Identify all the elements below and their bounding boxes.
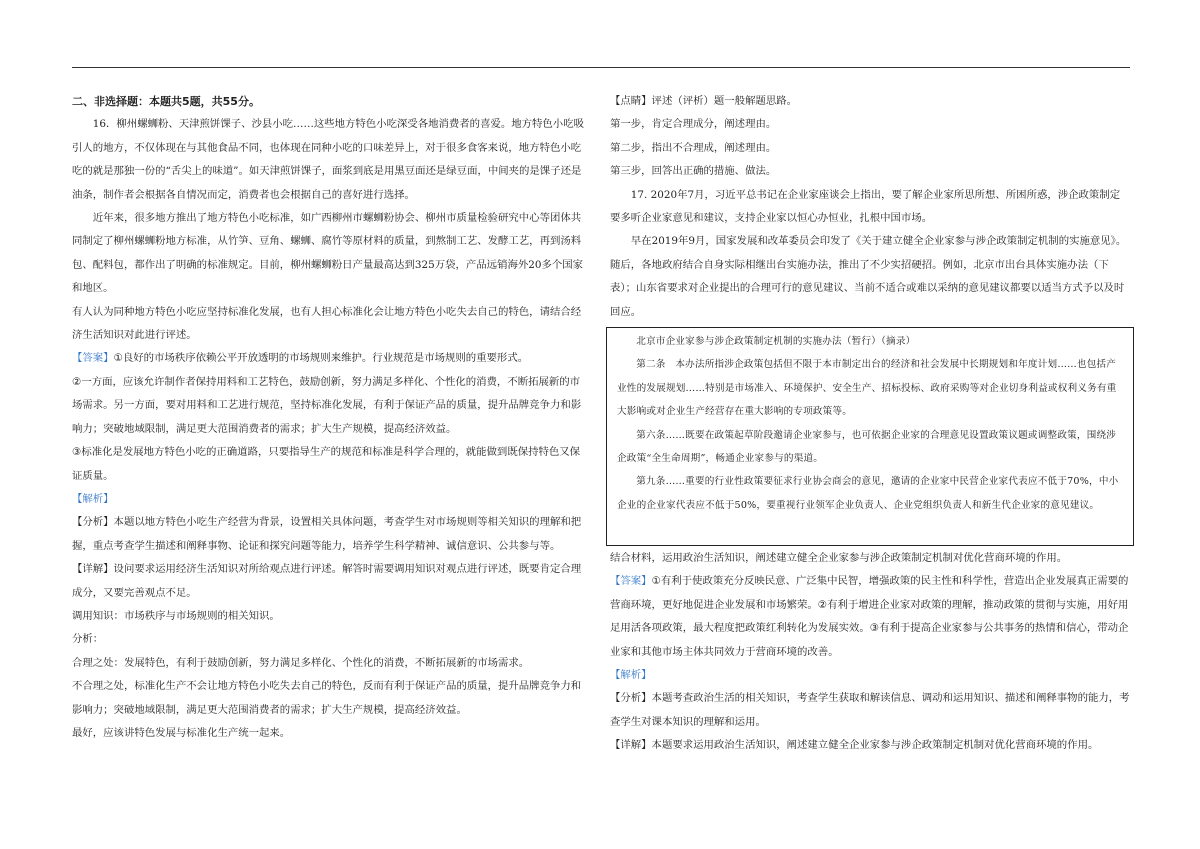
q16-answer-text-1: ①良好的市场秩序依赖公平开放透明的市场规则来维护。行业规范是市场规则的重要形式。 [113,352,529,365]
header-rule [72,67,1130,68]
q16-answer-3: ③标准化是发展地方特色小吃的正确道路，只要指导生产的规范和标准是科学合理的，就能做到既保持特色又保证质量。 [72,446,581,482]
box-article-9: 第九条……重要的行业性政策要征求行业协会商会的意见，邀请的企业家中民营企业家代表应不低于70%，中小企业的企业家代表应不低于50%，要重视行业领军企业负责人、企业党组织负责人和新生代企业家的意见建议。 [617,476,1119,511]
tips-4: 第三步，回答出正确的措施、做法。 [610,165,777,178]
q16-detail-1: 【详解】设问要求运用经济生活知识对所给观点进行评述。解答时需要调用知识对观点进行评述，既要肯定合理成分，又要完善观点不足。 [72,563,582,599]
q17-answer-text: ①有利于使政策充分反映民意、广泛集中民智，增强政策的民主性和科学性，营造出企业发展真正需要的营商环境，更好地促进企业发展和市场繁荣。②有利于增进企业家对政策的理解，推动政策的贯彻与实施，用好用足用活各项政策，最大程度把政策红利转化为发展实效。③有利于提高企业家参与公共事务的热情和信心，带动企业家和其他市场主体共同效力于营商环境的改善。 [610,575,1129,658]
box-title: 北京市企业家参与涉企政策制定机制的实施办法（暂行）（摘录） [636,336,916,347]
q17-material-1: 17. 2020年7月，习近平总书记在企业家座谈会上指出，要了解企业家所思所想、所困所惑，涉企政策制定要多听企业家意见和建议，支持企业家以恒心办恒业，扎根中国市场。 [610,188,1121,225]
q16-analysis: 【分析】本题以地方特色小吃生产经营为背景，设置相关具体问题，考查学生对市场规则等相关知识的理解和把握，重点考查学生描述和阐释事物、论证和探究问题等能力，培养学生科学精神、诚信意识、公共参与等。 [72,516,582,552]
tips-2: 第一步，肯定合理成分，阐述理由。 [610,118,777,131]
section-title: 二、非选择题：本题共5题，共55分。 [72,95,260,108]
q17-detail: 【详解】本题要求运用政治生活知识，阐述建立健全企业家参与涉企政策制定机制对优化营商环境的作用。 [610,739,1099,752]
q17-after-box [610,547,1130,758]
q17-analysis-tag: 【解析】 [610,669,652,682]
policy-excerpt-box [606,327,1134,546]
answer-tag: 【答案】 [72,352,114,365]
answer-tag: 【答案】 [610,575,652,588]
q17-material-2: 早在2019年9月，国家发展和改革委员会印发了《关于建立健全企业家参与涉企政策制定机制的实施意见》。随后，各地政府结合自身实际相继出台实施办法，推出了不少实招硬招。例如，北京市出台具体实施办法（下表）；山东省要求对企业提出的合理可行的意见建议、当前不适合或难以采纳的意见建议都要以适当方式予以及时回应。 [610,235,1127,318]
q16-answer-1 [72,347,590,370]
q16-material-2: 近年来，很多地方推出了地方特色小吃标准，如广西柳州市螺蛳粉协会、柳州市质量检验研究中心等团体共同制定了柳州螺蛳粉地方标准，从竹笋、豆角、螺蛳、腐竹等原材料的质量，到熬制工艺、发酵工艺，再到汤料包、配料包，都作出了明确的标准规定。目前，柳州螺蛳粉日产量最高达到325万袋，产品远销海外20多个国家和地区。 [72,212,584,295]
right-column [610,90,1130,324]
q16-detail-3: 分析： [72,633,104,646]
tips-1: 【点睛】评述（评析）题一般解题思路。 [610,95,798,107]
box-article-2: 第二条 本办法所指涉企政策包括但不限于本市制定出台的经济和社会发展中长期规划和年度计划……也包括产业性的发展规划……特别是市场准入、环境保护、安全生产、招标投标、政府采购等对企业切身利益或权利义务有重大影响或对企业生产经营存在重大影响的专项政策等。 [617,359,1117,418]
tips-3: 第二步，指出不合理成，阐述理由。 [610,141,777,154]
q16-detail-6: 最好，应该讲特色发展与标准化生产统一起来。 [72,726,291,739]
q16-material-1: 16．柳州螺蛳粉、天津煎饼馃子、沙县小吃……这些地方特色小吃深受各地消费者的喜爱。地方特色小吃吸引人的地方，不仅体现在与其他食品不同，也体现在同种小吃的口味差异上，对于很多食客来说，地方特色小吃吃的就是那独一份的“舌尖上的味道”。如天津煎饼馃子，面浆到底是用黑豆面还是绿豆面，中间夹的是馃子还是油条，制作者会根据各自情况而定，消费者也会根据自己的喜好进行选择。 [72,118,584,201]
q17-question: 结合材料，运用政治生活知识，阐述建立健全企业家参与涉企政策制定机制对优化营商环境的作用。 [610,552,1068,564]
q16-analysis-tag: 【解析】 [72,492,114,505]
q17-answer [610,570,1130,664]
q16-answer-2: ②一方面，应该允许制作者保持用料和工艺特色，鼓励创新，努力满足多样化、个性化的消费，不断拓展新的市场需求。另一方面，要对用料和工艺进行规范，坚持标准化发展，有利于保证产品的质量，提升品牌竞争力和影响力；突破地域限制，满足更大范围消费者的需求；扩大生产规模，提高经济效益。 [72,375,582,435]
left-column [72,90,590,745]
q17-analysis: 【分析】本题考查政治生活的相关知识，考查学生获取和解读信息、调动和运用知识、描述和阐释事物的能力，考查学生对课本知识的理解和运用。 [610,692,1130,728]
box-article-6: 第六条……既要在政策起草阶段邀请企业家参与，也可依据企业家的合理意见设置政策议题或调整政策，围绕涉企政策“全生命周期”，畅通企业家参与的渠道。 [617,429,1117,465]
q16-detail-4: 合理之处：发展特色，有利于鼓励创新，努力满足多样化、个性化的消费，不断拓展新的市场需求。 [72,656,530,669]
q16-question: 有人认为同种地方特色小吃应坚持标准化发展，也有人担心标准化会让地方特色小吃失去自己的特色，请结合经济生活知识对此进行评述。 [72,305,582,342]
q16-detail-2: 调用知识：市场秩序与市场规则的相关知识。 [72,609,280,622]
q16-detail-5: 不合理之处，标准化生产不会让地方特色小吃失去自己的特色，反而有利于保证产品的质量，提升品牌竞争力和影响力；突破地域限制，满足更大范围消费者的需求；扩大生产规模，提高经济效益。 [72,680,582,716]
